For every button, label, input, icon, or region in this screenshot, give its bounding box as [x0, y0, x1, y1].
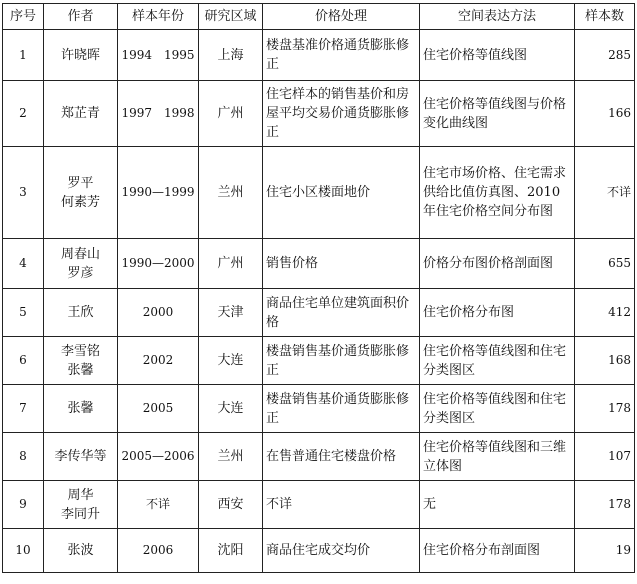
row-samples: 168 [575, 337, 635, 385]
table-row [3, 385, 635, 433]
table-row [3, 147, 635, 239]
row-samples: 178 [575, 481, 635, 529]
row-year: 1990—1999 [118, 147, 199, 239]
row-author: 王欣 [44, 289, 118, 337]
row-method: 住宅价格等值线图和住宅分类图区 [420, 385, 575, 433]
table-row [3, 481, 635, 529]
row-year: 2000 [118, 289, 199, 337]
table-row [3, 81, 635, 147]
row-method: 住宅市场价格、住宅需求供给比值仿真图、2010 年住宅价格空间分布图 [420, 147, 575, 239]
table-row [3, 433, 635, 481]
row-author: 张波 [44, 529, 118, 573]
research-summary-table [2, 3, 635, 573]
row-year: 不详 [118, 481, 199, 529]
row-region: 天津 [199, 289, 263, 337]
row-samples: 655 [575, 239, 635, 289]
row-author: 许晓晖 [44, 30, 118, 81]
row-author: 周华 李同升 [44, 481, 118, 529]
row-author: 罗平 何素芳 [44, 147, 118, 239]
row-no: 9 [3, 481, 44, 529]
row-no: 8 [3, 433, 44, 481]
row-year: 2005—2006 [118, 433, 199, 481]
row-region: 兰州 [199, 433, 263, 481]
header-samples: 样本数 [575, 4, 635, 30]
row-price: 楼盘基准价格通货膨胀修正 [263, 30, 420, 81]
row-no: 10 [3, 529, 44, 573]
row-method: 住宅价格分布剖面图 [420, 529, 575, 573]
table-row [3, 239, 635, 289]
row-author: 周春山 罗彦 [44, 239, 118, 289]
table-row [3, 30, 635, 81]
row-region: 西安 [199, 481, 263, 529]
header-region: 研究区域 [199, 4, 263, 30]
row-samples: 19 [575, 529, 635, 573]
row-method: 住宅价格等值线图和三维立体图 [420, 433, 575, 481]
row-price: 住宅小区楼面地价 [263, 147, 420, 239]
row-samples: 166 [575, 81, 635, 147]
row-year: 2005 [118, 385, 199, 433]
row-method: 无 [420, 481, 575, 529]
row-year: 1990—2000 [118, 239, 199, 289]
row-author: 李雪铭 张馨 [44, 337, 118, 385]
row-samples: 285 [575, 30, 635, 81]
row-samples: 178 [575, 385, 635, 433]
row-region: 广州 [199, 81, 263, 147]
header-price: 价格处理 [263, 4, 420, 30]
row-no: 4 [3, 239, 44, 289]
row-no: 7 [3, 385, 44, 433]
row-region: 大连 [199, 337, 263, 385]
row-price: 住宅样本的销售基价和房屋平均交易价通货膨胀修正 [263, 81, 420, 147]
header-row [3, 4, 635, 30]
row-price: 不详 [263, 481, 420, 529]
table-row [3, 529, 635, 573]
row-region: 沈阳 [199, 529, 263, 573]
row-samples: 107 [575, 433, 635, 481]
header-method: 空间表达方法 [420, 4, 575, 30]
row-year: 2002 [118, 337, 199, 385]
row-author: 郑芷青 [44, 81, 118, 147]
row-region: 兰州 [199, 147, 263, 239]
row-method: 价格分布图价格剖面图 [420, 239, 575, 289]
table-row [3, 289, 635, 337]
header-author: 作者 [44, 4, 118, 30]
row-price: 在售普通住宅楼盘价格 [263, 433, 420, 481]
row-region: 大连 [199, 385, 263, 433]
row-year: 2006 [118, 529, 199, 573]
row-no: 1 [3, 30, 44, 81]
row-year: 1994 1995 [118, 30, 199, 81]
header-year: 样本年份 [118, 4, 199, 30]
row-samples: 不详 [575, 147, 635, 239]
row-method: 住宅价格等值线图 [420, 30, 575, 81]
row-author: 李传华等 [44, 433, 118, 481]
row-price: 楼盘销售基价通货膨胀修正 [263, 385, 420, 433]
row-year: 1997 1998 [118, 81, 199, 147]
row-no: 2 [3, 81, 44, 147]
row-method: 住宅价格分布图 [420, 289, 575, 337]
table-row [3, 337, 635, 385]
row-region: 广州 [199, 239, 263, 289]
row-price: 楼盘销售基价通货膨胀修正 [263, 337, 420, 385]
row-price: 商品住宅成交均价 [263, 529, 420, 573]
row-author: 张馨 [44, 385, 118, 433]
row-no: 5 [3, 289, 44, 337]
row-no: 3 [3, 147, 44, 239]
row-price: 商品住宅单位建筑面积价格 [263, 289, 420, 337]
row-samples: 412 [575, 289, 635, 337]
row-region: 上海 [199, 30, 263, 81]
row-no: 6 [3, 337, 44, 385]
row-method: 住宅价格等值线图和住宅分类图区 [420, 337, 575, 385]
row-price: 销售价格 [263, 239, 420, 289]
header-no: 序号 [3, 4, 44, 30]
row-method: 住宅价格等值线图与价格变化曲线图 [420, 81, 575, 147]
